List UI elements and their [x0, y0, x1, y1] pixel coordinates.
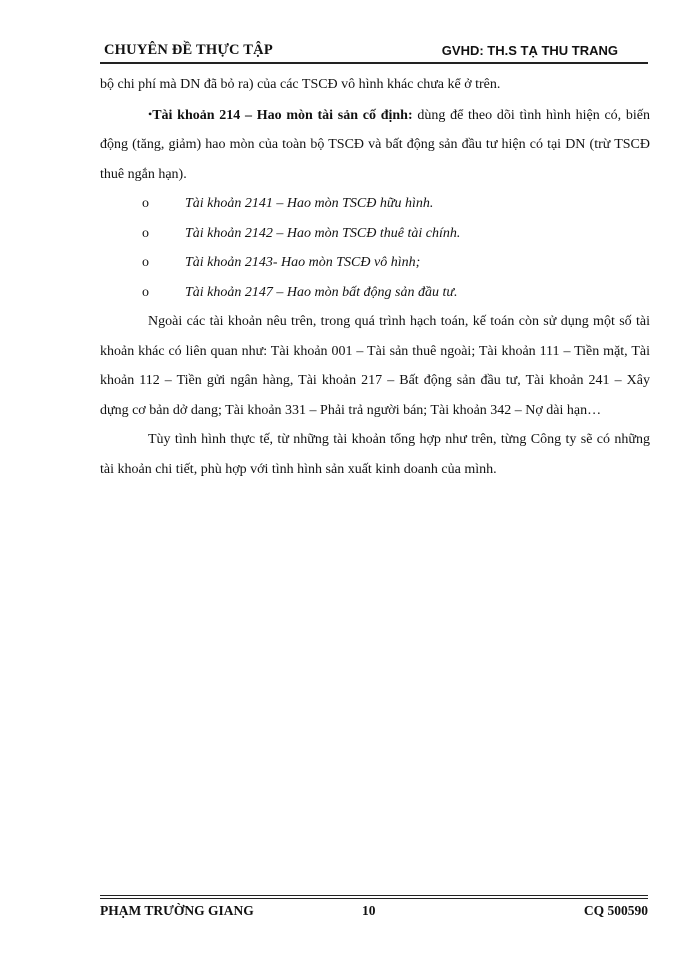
list-item-text: Tài khoản 2142 – Hao mòn TSCĐ thuê tài chính. [185, 225, 461, 241]
account-214-description: dùng để theo dõi tình hình hiện có, biến động (tăng, giảm) hao mòn của toàn bộ TSCĐ và bất động sản đầu tư hiện có tại DN (trừ TSCĐ thuê ngắn hạn). [100, 107, 651, 182]
footer-class-code: CQ 500590 [583, 903, 648, 918]
document-body [100, 70, 650, 484]
header-title: CHUYÊN ĐỀ THỰC TẬP [104, 42, 273, 58]
page-header [100, 40, 648, 62]
header-rule [100, 62, 648, 64]
sub-account-list [100, 189, 650, 307]
list-item [100, 189, 650, 219]
list-item-text: Tài khoản 2143- Hao mòn TSCĐ vô hình; [185, 255, 421, 270]
header-supervisor: GVHD: TH.S TẠ THU TRANG [441, 43, 618, 58]
bullet-icon: • [148, 106, 153, 121]
list-item-text: Tài khoản 2147 – Hao mòn bất động sản đầu tư. [185, 284, 458, 300]
list-item [100, 278, 650, 308]
paragraph-detail-accounts: Tùy tình hình thực tế, từ những tài khoản tổng hợp như trên, từng Công ty sẽ có những tài khoản chi tiết, phù hợp với tình hình sản xuất kinh doanh của mình. [100, 432, 650, 477]
page-number: 10 [362, 903, 376, 918]
list-item-text: Tài khoản 2141 – Hao mòn TSCĐ hữu hình. [185, 196, 434, 211]
paragraph-other-accounts: Ngoài các tài khoản nêu trên, trong quá trình hạch toán, kế toán còn sử dụng một số tài khoản khác có liên quan như: Tài khoản 001 – Tài sản thuê ngoài; Tài khoản 111 – Tiền mặt, Tài khoản 112 – Tiền gửi ngân hàng, Tài khoản 217 – Bất động sản đầu tư, Tài khoản 241 – Xây dựng cơ bản dở dang; Tài khoản 331 – Phải trả người bán; Tài khoản 342 – Nợ dài hạn… [100, 314, 650, 418]
circle-bullet-icon: o [142, 225, 149, 241]
circle-bullet-icon: o [142, 255, 149, 270]
account-214-heading: Tài khoản 214 – Hao mòn tài sản cố định: [152, 107, 413, 123]
footer-rule-secondary [100, 898, 648, 899]
page-footer [100, 903, 650, 923]
paragraph-continuation: bộ chi phí mà DN đã bỏ ra) của các TSCĐ vô hình khác chưa kể ở trên. [100, 77, 501, 92]
list-item [100, 219, 650, 249]
paragraph-account-214 [100, 100, 650, 190]
footer-rule [100, 895, 648, 896]
circle-bullet-icon: o [142, 196, 149, 211]
list-item [100, 248, 650, 278]
circle-bullet-icon: o [142, 284, 149, 300]
footer-author: PHẠM TRƯỜNG GIANG [100, 903, 254, 918]
